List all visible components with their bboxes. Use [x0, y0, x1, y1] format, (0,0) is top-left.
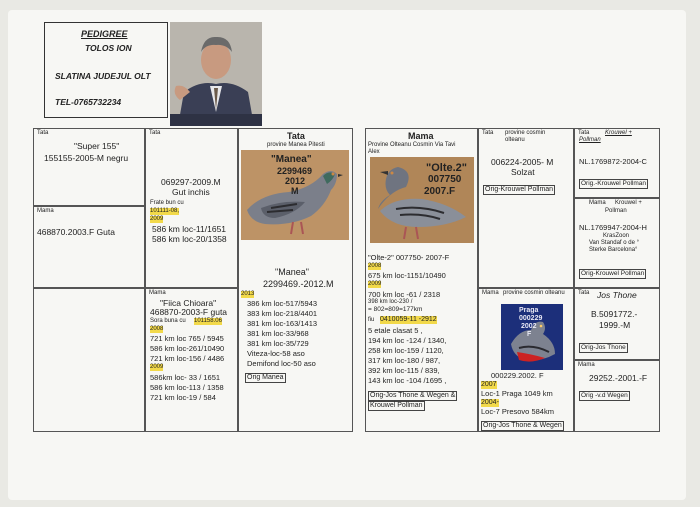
- col1-tata-ring: 155155-2005-M negru: [44, 153, 129, 163]
- col6-mama1-box: [574, 198, 660, 288]
- col2-mama-result-1: 721 km loc 765 / 5945: [150, 334, 224, 343]
- col5-origin-2: olteanu: [505, 137, 525, 143]
- col3-result-7: Demifond loc-50 aso: [247, 359, 316, 368]
- col4-result-2: 700 km loc -61 / 2318: [368, 290, 441, 299]
- col6-tata1-box: [574, 128, 660, 198]
- col6-mama1-origin: Krouwel +: [615, 200, 642, 206]
- col6-tata2-name: Jos Thone: [597, 290, 637, 300]
- col2-mama-result-3: 721 km loc-156 / 4486: [150, 354, 225, 363]
- col6-mama2-origin-tag: Orig -v.d Wegen: [581, 392, 628, 399]
- col1-bottom-box: [33, 288, 145, 432]
- col4-photo-name: "Olte.2": [426, 162, 467, 174]
- col6-mama1-line4: Sterke Barcelona°: [589, 247, 638, 253]
- col5-result-2: Loc-7 Presovo 584km: [481, 407, 554, 416]
- col4-origin-1: Provine Olteanu Cosmin Via Tavi: [368, 142, 456, 148]
- col1-mama-ring: 468870.2003.F Guta: [37, 227, 115, 237]
- col2-mama-name: "Fiica Chioara": [160, 298, 217, 308]
- col2-sibling-ring: 101111-08,: [150, 208, 180, 214]
- col4-year-2: 2009: [368, 281, 382, 287]
- col3-result-3: 381 km loc-163/1413: [247, 319, 318, 328]
- col2-mama-year-2: 2009: [150, 364, 164, 370]
- col5-year-2: 2004-: [481, 399, 499, 406]
- col1-tata-label: Tata: [37, 130, 49, 136]
- col4-result-8: 258 km loc-159 / 1120,: [368, 346, 444, 355]
- col2-tata-color: Gut inchis: [172, 187, 210, 197]
- col6-tata2-ring-1: B.5091772.-: [591, 309, 638, 319]
- col6-tata1-origin-2: Pollman: [579, 137, 601, 143]
- col5-mama-label: Mama: [482, 290, 499, 296]
- col5-photo-ring: 000229: [519, 315, 543, 322]
- col3-ring: 2299469.-2012.M: [263, 279, 334, 289]
- col5-photo-sex: F: [527, 331, 532, 338]
- col2-mama-ring: 468870-2003-F guta: [150, 307, 228, 317]
- col1-tata-name: "Super 155": [74, 141, 120, 151]
- col6-tata1-origin-tag: Orig.-Krouwel Pollman: [581, 180, 647, 187]
- col5-ring: 006224-2005- M: [491, 157, 554, 167]
- col4-result-3: 398 km loc-230 /: [368, 299, 413, 305]
- col6-tata1-ring: NL.1769872-2004-C: [579, 157, 647, 166]
- col5-tata-box: [478, 128, 574, 288]
- col6-mama2-box: [574, 360, 660, 432]
- col2-mama-box: [145, 288, 238, 432]
- col4-photo-year: 2007.F: [424, 186, 456, 197]
- col3-result-1: 386 km loc-517/5943: [247, 299, 318, 308]
- col4-result-1: 675 km loc-1151/10490: [368, 271, 446, 280]
- col6-tata1-label: Tata: [578, 130, 590, 136]
- col5-tata-label: Tata: [482, 130, 494, 136]
- col2-mama-result-4: 586km loc- 33 / 1651: [150, 373, 221, 382]
- col6-tata2-ring-2: 1999.-M: [599, 320, 631, 330]
- col3-tata-label: Tata: [287, 131, 305, 141]
- header-box: [44, 22, 168, 118]
- col6-mama1-line2: KrasZoon: [603, 233, 630, 239]
- col5-name: Solzat: [511, 167, 535, 177]
- col3-name: "Manea": [275, 267, 309, 277]
- col4-ring-line: "Olte-2" 007750- 2007-F: [368, 253, 450, 262]
- col4-result-10: 392 km loc-115 / 839,: [368, 366, 440, 375]
- col4-photo-ring: 007750: [428, 174, 462, 185]
- col2-tata-ring: 069297-2009.M: [161, 177, 221, 187]
- col6-mama1-line3: Van Standaf o de °: [589, 240, 639, 246]
- col3-origin: provine Manea Pitesti: [267, 142, 325, 148]
- col6-mama1-origin-tag: Orig-Krouwel Pollman: [581, 270, 645, 277]
- col1-mama-box: [33, 206, 145, 288]
- col2-mama-result-6: 721 km loc-19 / 584: [150, 393, 216, 402]
- col4-mama-label: Mama: [408, 131, 434, 141]
- col5-mama-box: [478, 288, 574, 432]
- col3-photo-ring: 2299469: [277, 166, 313, 176]
- owner-phone: TEL-0765732234: [55, 97, 122, 107]
- col5-mama-origin-tag: Orig-Jos Thone & Wegen: [483, 422, 562, 429]
- col3-origin-tag: Orig Manea: [247, 374, 284, 381]
- col2-tata-note: Frate bun cu: [150, 200, 184, 206]
- col2-mama-year-1: 2008: [150, 326, 164, 332]
- col4-origin-2: Alex: [368, 149, 380, 155]
- col5-result-1: Loc-1 Praga 1049 km: [481, 389, 553, 398]
- col5-photo-title: Praga: [519, 307, 539, 314]
- col3-photo-year: 2012: [285, 176, 306, 186]
- col2-year: 2009: [150, 216, 164, 222]
- col3-result-6: Viteza-loc-58 aso: [247, 349, 305, 358]
- col4-result-4: = 802=809=177km: [368, 306, 423, 313]
- col4-son-prefix: fiu: [368, 317, 375, 323]
- col5-origin-1: provine cosmin: [505, 130, 546, 136]
- col3-tata-box: [238, 128, 353, 432]
- col6-mama2-ring: 29252.-2001.-F: [589, 373, 648, 383]
- col1-mama-label: Mama: [37, 208, 54, 214]
- col1-tata-box: [33, 128, 145, 206]
- col2-mama-result-5: 586 km loc-113 / 1358: [150, 383, 224, 392]
- owner-location: SLATINA JUDEJUL OLT: [55, 71, 151, 81]
- col5-mama-origin: provine cosmin olteanu: [503, 290, 565, 296]
- col6-tata2-box: [574, 288, 660, 360]
- col6-mama1-origin-2: Pollman: [605, 208, 627, 214]
- col4-year-1: 2008: [368, 263, 382, 269]
- col4-mama-box: [365, 128, 478, 432]
- col5-mama-ring: 000229.2002. F: [491, 371, 544, 380]
- col3-photo-sex: M: [291, 186, 299, 196]
- col2-result-1: 586 km loc-11/1651: [152, 224, 227, 234]
- pedigree-title: PEDIGREE: [81, 29, 128, 39]
- col2-result-2: 586 km loc-20/1358: [152, 234, 227, 244]
- col6-mama2-label: Mama: [578, 362, 595, 368]
- col2-mama-result-2: 586 km loc-261/10490: [150, 344, 225, 353]
- col4-result-9: 317 km loc-180 / 987,: [368, 356, 441, 365]
- col4-origin-tag-2: Krouwel Pollman: [370, 402, 423, 409]
- col2-mama-sibling: 101158.06: [194, 318, 222, 324]
- col3-result-4: 381 km loc-33/968: [247, 329, 309, 338]
- owner-name: TOLOS ION: [85, 43, 132, 53]
- col2-tata-label: Tata: [149, 130, 161, 136]
- col5-origin-tag: Orig-Krouwel Pollman: [485, 186, 554, 193]
- col6-mama1-ring: NL.1769947-2004-H: [579, 223, 647, 232]
- col5-year-1: 2007: [481, 381, 497, 388]
- col3-result-2: 383 km loc-218/4401: [247, 309, 318, 318]
- col5-photo-year: 2002: [521, 323, 537, 330]
- col4-result-6: 5 etale clasat 5 ,: [368, 326, 423, 335]
- col4-origin-tag-1: Orig-Jos Thone & Wegen &: [370, 392, 456, 399]
- col3-year: 2013: [241, 291, 255, 297]
- col3-photo-name: "Manea": [271, 154, 312, 165]
- col4-result-7: 194 km loc -124 / 1340,: [368, 336, 447, 345]
- col6-tata2-label: Tata: [578, 290, 590, 296]
- col2-mama-label: Mama: [149, 290, 166, 296]
- owner-photo: [170, 22, 262, 126]
- col2-tata-box: [145, 128, 238, 288]
- col6-tata1-origin: Krouwel +: [605, 130, 632, 136]
- col4-result-11: 143 km loc -104 /1695 ,: [368, 376, 447, 385]
- col2-mama-note: Sora buna cu: [150, 318, 186, 324]
- col6-mama1-label: Mama: [589, 200, 606, 206]
- col4-son-ring: 0410059-11 -2912: [380, 316, 437, 323]
- col3-result-5: 381 km loc-35/729: [247, 339, 309, 348]
- col6-tata2-origin-tag: Orig-Jos Thone: [581, 344, 626, 351]
